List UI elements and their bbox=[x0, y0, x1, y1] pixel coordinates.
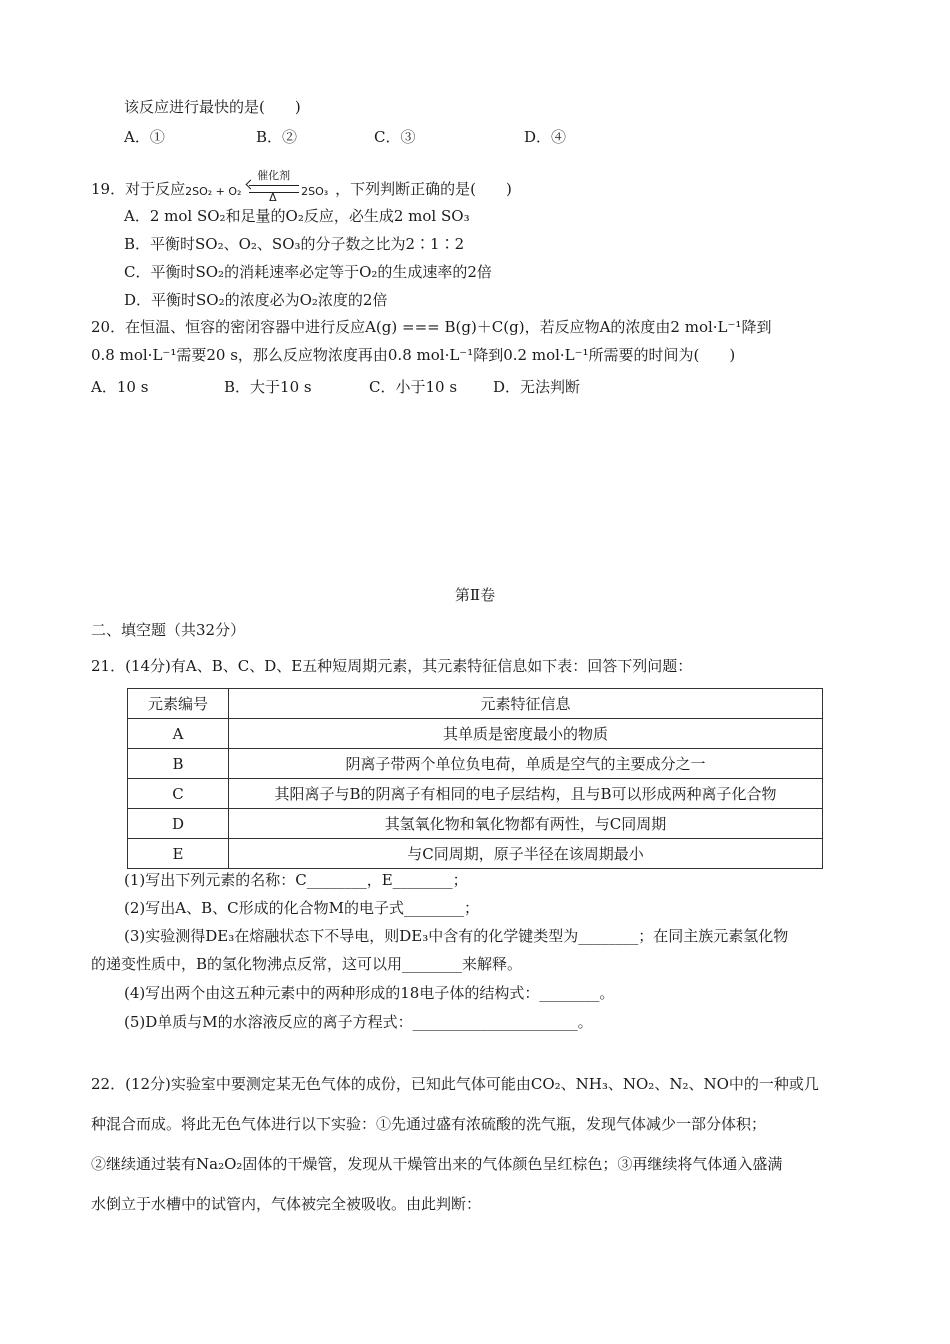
element-id: B bbox=[128, 749, 229, 779]
header-element-id: 元素编号 bbox=[128, 689, 229, 719]
section-heading: 二、填空题（共32分） bbox=[91, 621, 246, 639]
q20-option-c: C．小于10 s bbox=[369, 378, 458, 396]
equation-catalyst: 催化剂 bbox=[257, 169, 291, 182]
element-feature: 与C同周期，原子半径在该周期最小 bbox=[229, 839, 823, 869]
q20-option-a: A．10 s bbox=[91, 378, 149, 396]
q18-option-b: B．② bbox=[256, 128, 298, 146]
q22-line4: 水倒立于水槽中的试管内，气体被完全被吸收。由此判断： bbox=[91, 1195, 482, 1213]
q19-option-a: A．2 mol SO₂和足量的O₂反应，必生成2 mol SO₃ bbox=[124, 207, 470, 225]
part2-title: 第Ⅱ卷 bbox=[454, 586, 496, 604]
element-id: A bbox=[128, 719, 229, 749]
q19-equation bbox=[185, 169, 335, 204]
table-row bbox=[128, 839, 823, 869]
q18-stem: 该反应进行最快的是( ) bbox=[124, 98, 301, 116]
table-row bbox=[128, 749, 823, 779]
header-feature-info: 元素特征信息 bbox=[229, 689, 823, 719]
element-feature-table bbox=[127, 688, 823, 869]
q21-sub2: (2)写出A、B、C形成的化合物M的电子式________； bbox=[124, 899, 479, 917]
q20-line1: 20．在恒温、恒容的密闭容器中进行反应A(g) === B(g)＋C(g)，若反应物A的浓度由2 mol·L⁻¹降到 bbox=[91, 318, 772, 336]
element-feature: 阴离子带两个单位负电荷，单质是空气的主要成分之一 bbox=[229, 749, 823, 779]
q22-line3: ②继续通过装有Na₂O₂固体的干燥管，发现从干燥管出来的气体颜色呈红棕色；③再继续将气体通入盛满 bbox=[91, 1155, 783, 1173]
q18-option-d: D．④ bbox=[524, 128, 567, 146]
element-id: D bbox=[128, 809, 229, 839]
table-row bbox=[128, 719, 823, 749]
table-row bbox=[128, 779, 823, 809]
q21-stem: 21．(14分)有A、B、C、D、E五种短周期元素，其元素特征信息如下表：回答下列问题： bbox=[91, 657, 693, 675]
q22-line2: 种混合而成。将此无色气体进行以下实验：①先通过盛有浓硫酸的洗气瓶，发现气体减少一部分体积； bbox=[91, 1115, 767, 1133]
q19-stem bbox=[91, 169, 512, 204]
table-row bbox=[128, 809, 823, 839]
q21-sub3-line1: (3)实验测得DE₃在熔融状态下不导电，则DE₃中含有的化学键类型为________；在同主族元素氢化物 bbox=[124, 927, 789, 945]
q21-sub1: (1)写出下列元素的名称：C________，E________； bbox=[124, 871, 468, 889]
table-header-row bbox=[128, 689, 823, 719]
q19-option-d: D．平衡时SO₂的浓度必为O₂浓度的2倍 bbox=[124, 291, 388, 309]
element-id: C bbox=[128, 779, 229, 809]
q19-option-c: C．平衡时SO₂的消耗速率必定等于O₂的生成速率的2倍 bbox=[124, 263, 492, 281]
equation-heat: Δ bbox=[269, 191, 277, 204]
q19-option-b: B．平衡时SO₂、O₂、SO₃的分子数之比为2∶1∶2 bbox=[124, 235, 465, 253]
q18-option-a: A．① bbox=[124, 128, 165, 146]
q21-sub3-line2: 的递变性质中，B的氢化物沸点反常，这可以用________来解释。 bbox=[91, 955, 523, 973]
q20-line2: 0.8 mol·L⁻¹需要20 s，那么反应物浓度再由0.8 mol·L⁻¹降到0.2 mol·L⁻¹所需要的时间为( ) bbox=[91, 346, 736, 364]
q19-number: 19．对于反应 bbox=[91, 180, 186, 198]
q18-option-c: C．③ bbox=[374, 128, 416, 146]
element-feature: 其阳离子与B的阴离子有相同的电子层结构，且与B可以形成两种离子化合物 bbox=[229, 779, 823, 809]
q20-option-b: B．大于10 s bbox=[224, 378, 312, 396]
q22-line1: 22．(12分)实验室中要测定某无色气体的成份，已知此气体可能由CO₂、NH₃、NO₂、N₂、NO中的一种或几 bbox=[91, 1075, 819, 1093]
equation-reactants: 2SO₂ + O₂ bbox=[185, 185, 242, 198]
element-feature: 其单质是密度最小的物质 bbox=[229, 719, 823, 749]
q20-option-d: D．无法判断 bbox=[493, 378, 581, 396]
q19-tail: ，下列判断正确的是( ) bbox=[335, 180, 512, 198]
element-feature: 其氢氧化物和氧化物都有两性，与C同周期 bbox=[229, 809, 823, 839]
q21-sub5: (5)D单质与M的水溶液反应的离子方程式：______________________。 bbox=[124, 1013, 593, 1031]
element-id: E bbox=[128, 839, 229, 869]
equation-products: 2SO₃ bbox=[301, 185, 329, 198]
q21-sub4: (4)写出两个由这五种元素中的两种形成的18电子体的结构式：________。 bbox=[124, 984, 615, 1002]
